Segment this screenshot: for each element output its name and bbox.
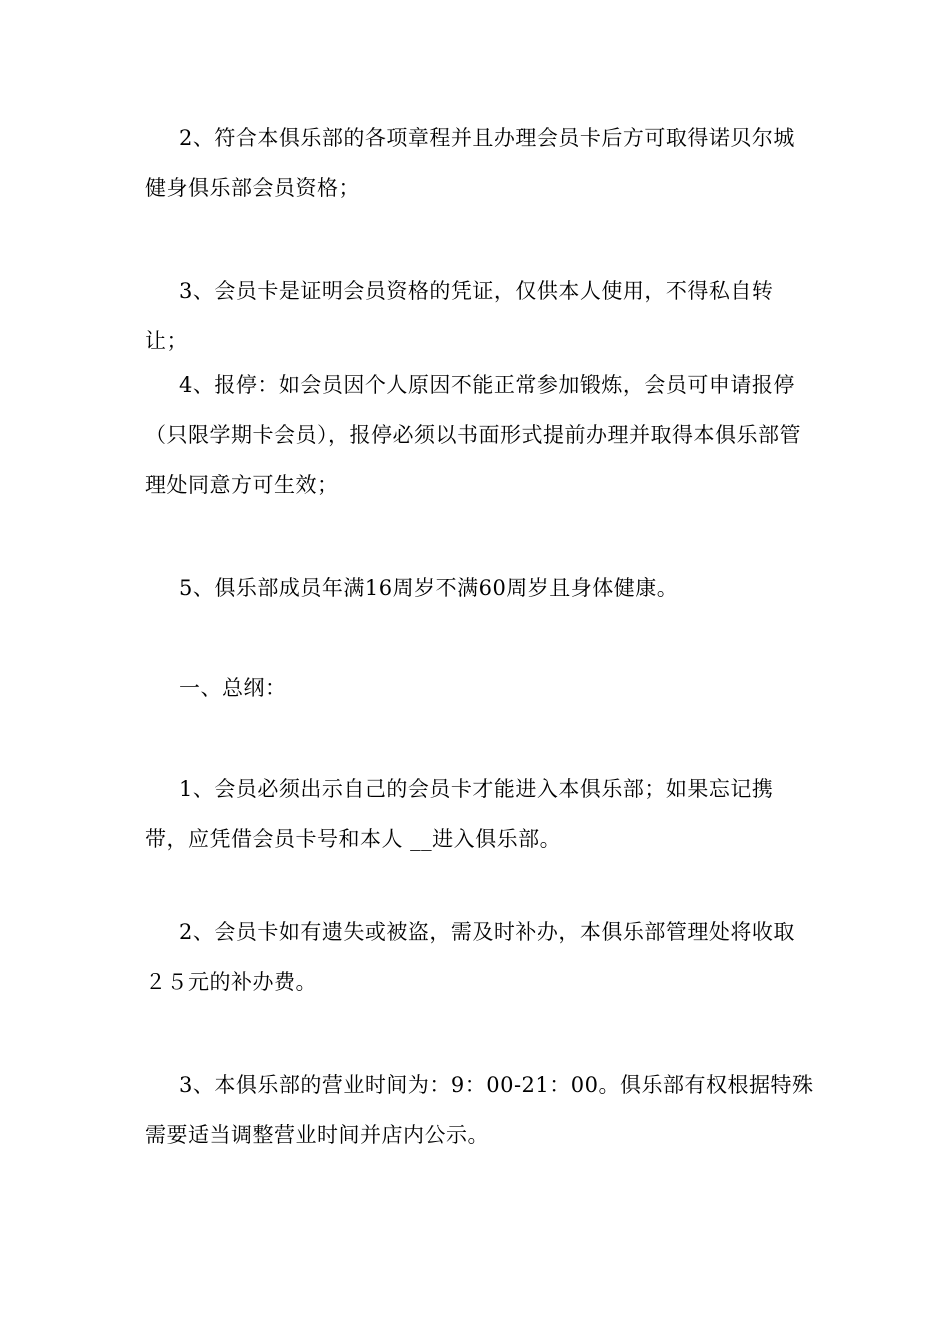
- paragraph-suspension: 4、报停：如会员因个人原因不能正常参加锻炼，会员可申请报停（只限学期卡会员），报停必须以书面形式提前办理并取得本俱乐部管理处同意方可生效；: [145, 373, 801, 497]
- paragraph-age-requirement: 5、俱乐部成员年满16周岁不满60周岁且身体健康。: [179, 576, 679, 600]
- paragraph-membership-eligibility: 2、符合本俱乐部的各项章程并且办理会员卡后方可取得诺贝尔城健身俱乐部会员资格；: [145, 126, 795, 200]
- paragraph-business-hours: 3、本俱乐部的营业时间为：9：00-21：00。俱乐部有权根据特殊需要适当调整营业时间并店内公示。: [145, 1073, 814, 1147]
- paragraph-entry-card: 1、会员必须出示自己的会员卡才能进入本俱乐部；如果忘记携带，应凭借会员卡号和本人 __进入俱乐部。: [145, 777, 774, 851]
- paragraph-lost-card: 2、会员卡如有遗失或被盗，需及时补办，本俱乐部管理处将收取２５元的补办费。: [145, 920, 795, 994]
- section-heading-general: 一、总纲：: [179, 676, 287, 700]
- paragraph-membership-card: 3、会员卡是证明会员资格的凭证，仅供本人使用，不得私自转让；: [145, 279, 774, 353]
